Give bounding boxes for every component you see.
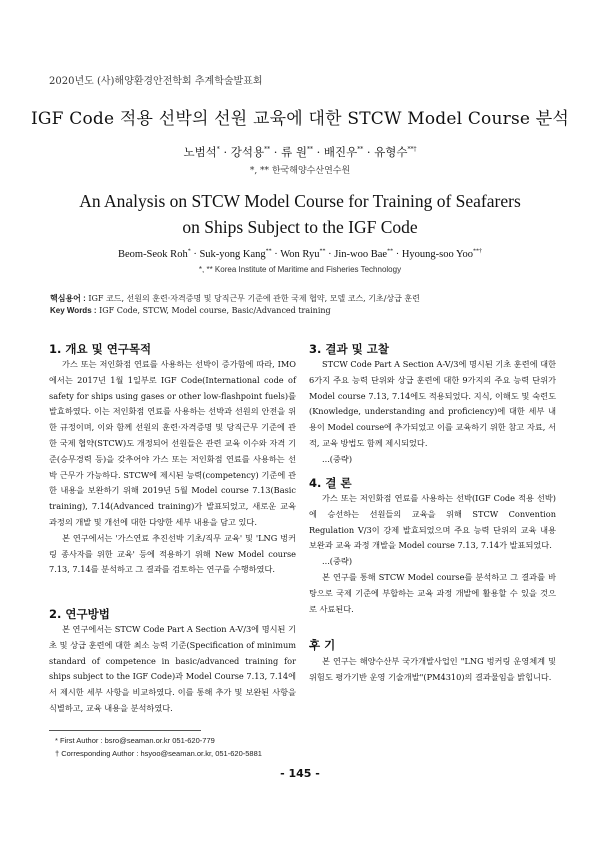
title-en-line-2: on Ships Subject to the IGF Code bbox=[182, 217, 418, 237]
page-number: - 145 - bbox=[280, 767, 320, 780]
paragraph: 본 연구를 통해 STCW Model course를 분석하고 그 결과를 바탕으로 국제 기준에 부합하는 교육 과정 개발에 활용할 수 있을 것으로 사료된다. bbox=[309, 571, 556, 614]
keywords-label: 핵심용어 : bbox=[50, 294, 86, 303]
acknowledgement-title: 후 기 bbox=[309, 638, 336, 652]
footnote-corresponding-author: † Corresponding Author : hsyoo@seaman.or.kr, 051-620-5881 bbox=[55, 749, 262, 758]
section-3-title: 3. 결과 및 고찰 bbox=[309, 342, 389, 356]
author-name: 류 원 bbox=[281, 145, 307, 159]
paragraph: 본 연구에서는 STCW Code Part A Section A-V/3에 명시된 기초 및 상급 훈련에 대한 최소 능력 기준(Specification of minimum standard of competence in basic/advanced training for ships subject to the IGF Code)과 Model Course 7.13, 7.14에서 제시한 세부 사항을 비교하였다. 이를 통해 추가 및 보완된 사항을 식별하고, 교육 내용을 분석하였다. bbox=[49, 624, 296, 713]
paragraph: 가스 또는 저인화점 연료를 사용하는 선박(IGF Code 적용 선박)에 승선하는 선원들의 교육을 위해 STCW Convention Regulation V/3이 강제 발효되었으며 주요 능력 단위의 교육 내용 보완과 교육 과정 개발을 Model course 7.13, 7.14가 발표되었다. bbox=[309, 493, 556, 551]
section-1-title: 1. 개요 및 연구목적 bbox=[49, 342, 152, 356]
author-name: 유형수 bbox=[374, 145, 408, 159]
keywords-label: Key Words : bbox=[50, 306, 97, 315]
paragraph: ...(중략) bbox=[322, 453, 353, 464]
paragraph: 가스 또는 저인화점 연료를 사용하는 선박이 증가함에 따라, IMO에서는 2017년 1월 1일부로 IGF Code(International code of safety for ships using gases or other low-flashpoint fuels)를 발효하였다. 이는 저인화점 연료를 사용하는 선박과 선원의 안전을 위한 규정이며, 이와 함께 선원의 훈련·자격증명 및 당직근무 기준에 관한 국제 협약(STCW)도 개정되어 선원들은 관련 교육 이수와 자격 기준(승무경력 등)을 갖추어야 가스 또는 저인화점 연료를 사용하는 선박 근무가 가능하다. STCW에 제시된 능력(competency) 기준에 관한 내용을 보완하기 위해 2019년 5월 Model course 7.13(Basic training), 7.14(Advanced training)가 발표되었고, 새로운 교육 과정의 개발 및 개선에 대한 다양한 세부 내용을 담고 있다. bbox=[49, 359, 296, 527]
affiliation-korean: *, ** 한국해양수산연수원 bbox=[249, 166, 351, 176]
paragraph: STCW Code Part A Section A-V/3에 명시된 기초 훈련에 대한 6가지 주요 능력 단위와 상급 훈련에 대한 9가지의 주요 능력 단위가 Model course 7.13, 7.14에도 적용되었다. 지식, 이해도 및 숙련도(Knowledge, understanding and proficiency)에 대한 세부 내용이 Model course에 추가되었고 이를 교육하기 위한 참고 자료, 서적, 교육 방법도 함께 제시되었다. bbox=[309, 359, 556, 448]
title-en-line-1: An Analysis on STCW Model Course for Training of Seafarers bbox=[79, 191, 521, 211]
footnote-first-author: * First Author : bsro@seaman.or.kr 051-620-779 bbox=[55, 736, 215, 745]
keywords-korean: 핵심용어 : IGF 코드, 선원의 훈련·자격증명 및 당직근무 기준에 관한 국제 협약, 모델 코스, 기초/상급 훈련 bbox=[50, 294, 420, 303]
author-name: Beom-Seok Roh bbox=[117, 249, 188, 260]
author-name: 노범석 bbox=[183, 145, 217, 159]
section-1-body bbox=[49, 357, 296, 578]
authors-english: Beom-Seok Roh* · Suk-yong Kang** · Won Ryu** · Jin-woo Bae** · Hyoung-soo Yoo**† bbox=[117, 248, 482, 260]
author-name: 배진우 bbox=[323, 145, 358, 159]
affiliation-english: *, ** Korea Institute of Maritime and Fisheries Technology bbox=[198, 265, 402, 274]
section-2-body bbox=[49, 622, 296, 717]
section-3-body bbox=[309, 357, 556, 468]
footnote-divider bbox=[49, 730, 201, 731]
conference-header: 2020년도 (사)해양환경안전학회 추계학술발표회 bbox=[49, 76, 263, 87]
paper-title-english bbox=[0, 188, 600, 240]
author-name: 강석용 bbox=[230, 145, 265, 159]
author-name: Won Ryu bbox=[280, 249, 320, 260]
paragraph: ...(중략) bbox=[322, 556, 353, 567]
authors-korean: 노범석* · 강석용** · 류 원** · 배진우** · 유형수**† bbox=[183, 145, 417, 159]
author-name: Suk-yong Kang bbox=[199, 249, 266, 260]
paragraph: 본 연구에서는 '가스연료 추진선박 기초/직무 교육' 및 'LNG 벙커링 종사자를 위한 교육' 등에 적용하기 위해 New Model course 7.13, 7.14를 분석하고 그 결과를 검토하는 연구를 수행하였다. bbox=[49, 532, 296, 575]
section-4-title: 4. 결 론 bbox=[309, 476, 352, 490]
keywords-english: Key Words : IGF Code, STCW, Model course, Basic/Advanced training bbox=[50, 306, 331, 315]
section-2-title: 2. 연구방법 bbox=[49, 607, 110, 621]
paragraph: 본 연구는 해양수산부 국가개발사업인 "LNG 벙커링 운영체계 및 위험도 평가기반 운영 기술개발"(PM4310)의 결과물임을 밝힙니다. bbox=[309, 656, 556, 682]
author-name: Jin-woo Bae bbox=[334, 249, 388, 260]
acknowledgement-body bbox=[309, 654, 556, 686]
paper-title-korean: IGF Code 적용 선박의 선원 교육에 대한 STCW Model Course 분석 bbox=[30, 109, 569, 129]
section-4-body bbox=[309, 491, 556, 617]
author-name: Hyoung-soo Yoo bbox=[401, 249, 473, 260]
